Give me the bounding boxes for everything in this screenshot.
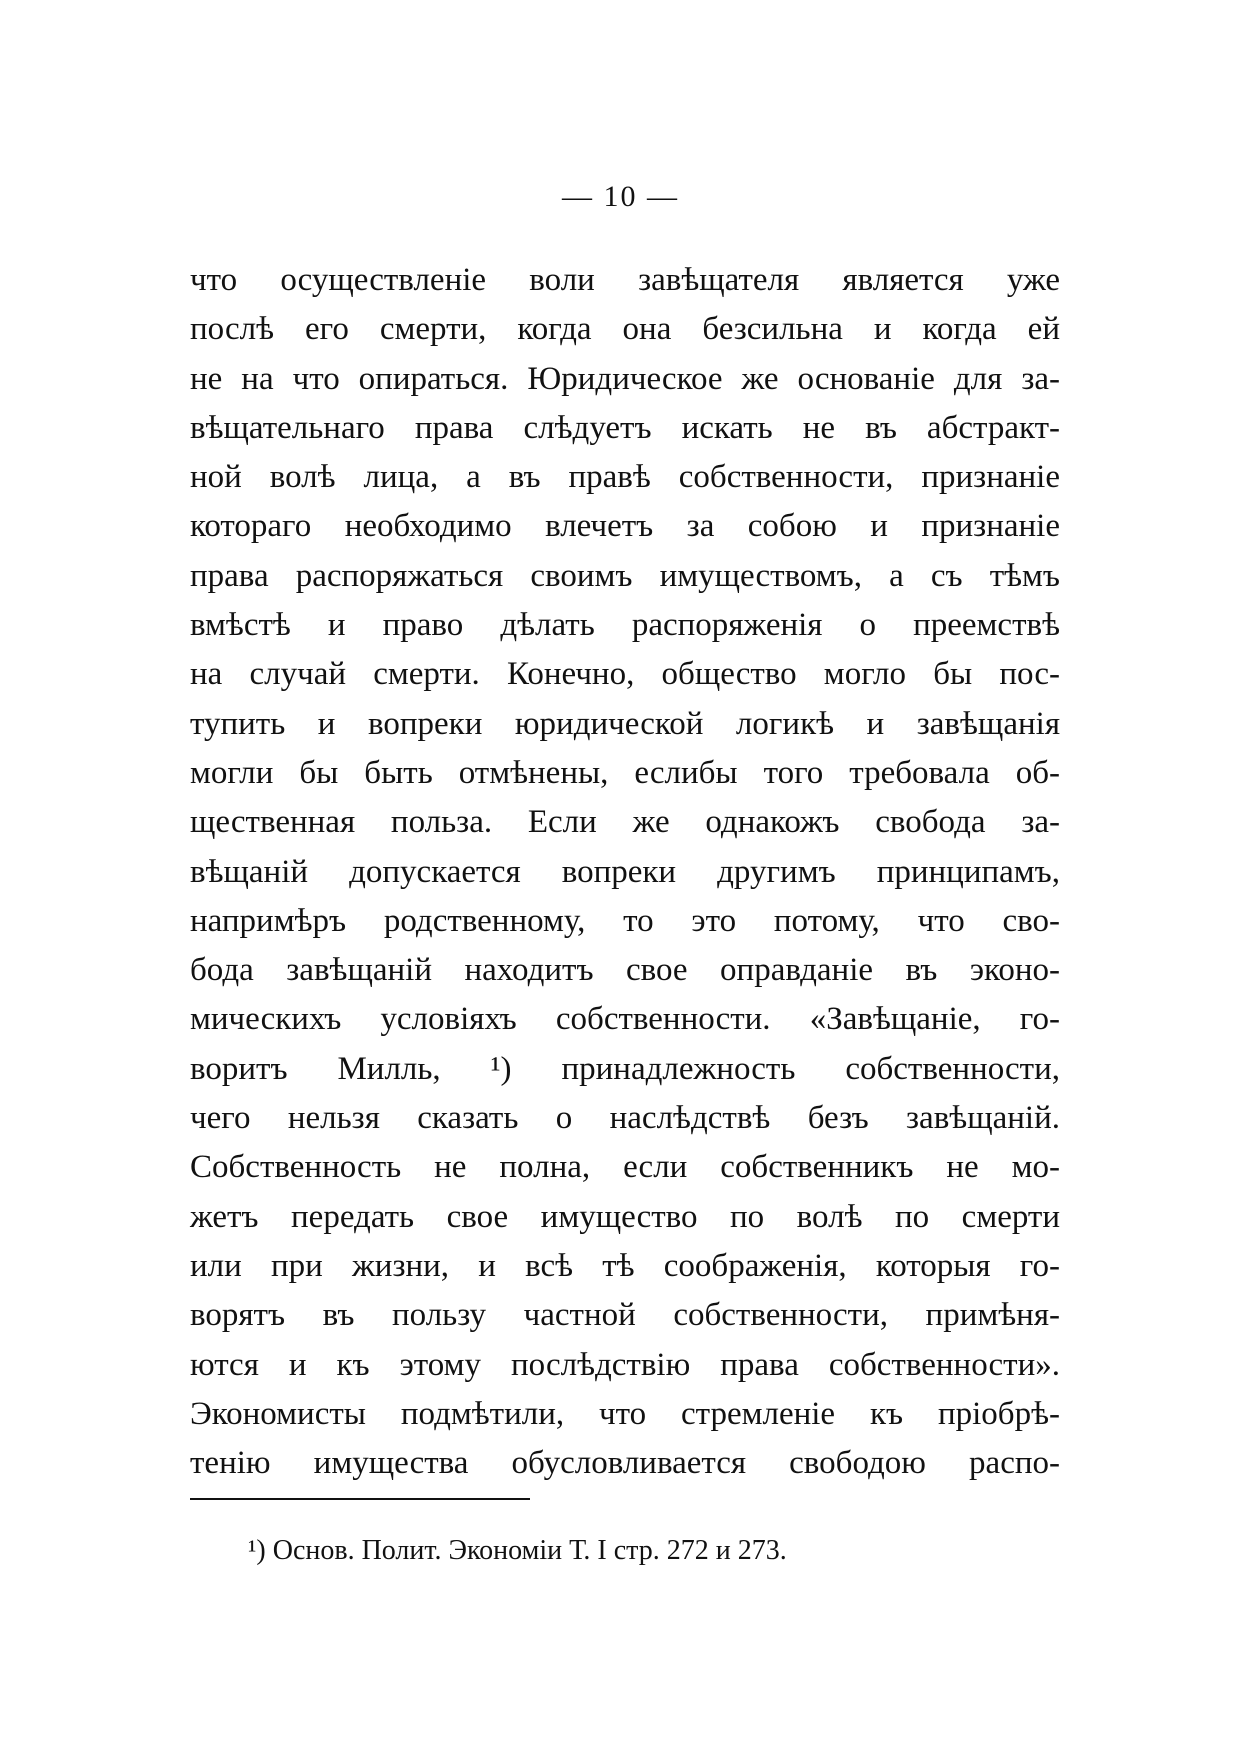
- text-line: на случай смерти. Конечно, общество могло бы пос-: [190, 656, 1060, 693]
- text-line: послѣ его смерти, когда она безсильна и когда ей: [190, 311, 1060, 348]
- text-line: ной волѣ лица, а въ правѣ собственности, признаніе: [190, 459, 1060, 496]
- text-line: ворятъ въ пользу частной собственности, примѣня-: [190, 1297, 1060, 1334]
- text-line: щественная польза. Если же однакожъ свобода за-: [190, 804, 1060, 841]
- text-line: котораго необходимо влечетъ за собою и признаніе: [190, 508, 1060, 545]
- text-line: вмѣстѣ и право дѣлать распоряженія о преемствѣ: [190, 607, 1060, 644]
- footnote-divider: [190, 1498, 530, 1500]
- text-line: бода завѣщаній находитъ свое оправданіе въ эконо-: [190, 952, 1060, 989]
- text-line: чего нельзя сказать о наслѣдствѣ безъ завѣщаній.: [190, 1100, 1060, 1137]
- text-line: тупить и вопреки юридической логикѣ и завѣщанія: [190, 705, 1060, 742]
- page-number: — 10 —: [562, 180, 679, 213]
- text-line: ются и къ этому послѣдствію права собственности».: [190, 1346, 1060, 1383]
- footnote-text: Основ. Полит. Экономіи Т. I стр. 272 и 273.: [272, 1535, 787, 1566]
- text-line: что осуществленіе воли завѣщателя является уже: [190, 262, 1060, 298]
- text-line: или при жизни, и всѣ тѣ соображенія, которыя го-: [190, 1247, 1060, 1284]
- text-line: жетъ передать свое имущество по волѣ по смерти: [190, 1198, 1060, 1235]
- text-line: мическихъ условіяхъ собственности. «Завѣщаніе, го-: [190, 1001, 1060, 1038]
- text-line: напримѣръ родственному, то это потому, что сво-: [190, 902, 1060, 939]
- text-line: вѣщаній допускается вопреки другимъ принципамъ,: [190, 853, 1060, 890]
- text-line: вѣщательнаго права слѣдуетъ искать не въ абстракт-: [190, 409, 1060, 446]
- text-line: Экономисты подмѣтили, что стремленіе къ пріобрѣ-: [190, 1395, 1060, 1432]
- footnote: [248, 1535, 787, 1567]
- body-text: [190, 256, 1060, 1488]
- footnote-marker: ¹): [248, 1535, 266, 1566]
- text-line: Собственность не полна, если собственникъ не мо-: [190, 1149, 1060, 1186]
- text-line: тенію имущества обусловливается свободою распо-: [190, 1445, 1060, 1482]
- text-line: не на что опираться. Юридическое же основаніе для за-: [190, 360, 1060, 397]
- text-line: права распоряжаться своимъ имуществомъ, а съ тѣмъ: [190, 557, 1060, 594]
- text-line: воритъ Милль, ¹) принадлежность собственности,: [190, 1050, 1060, 1087]
- text-line: могли бы быть отмѣнены, еслибы того требовала об-: [190, 754, 1060, 791]
